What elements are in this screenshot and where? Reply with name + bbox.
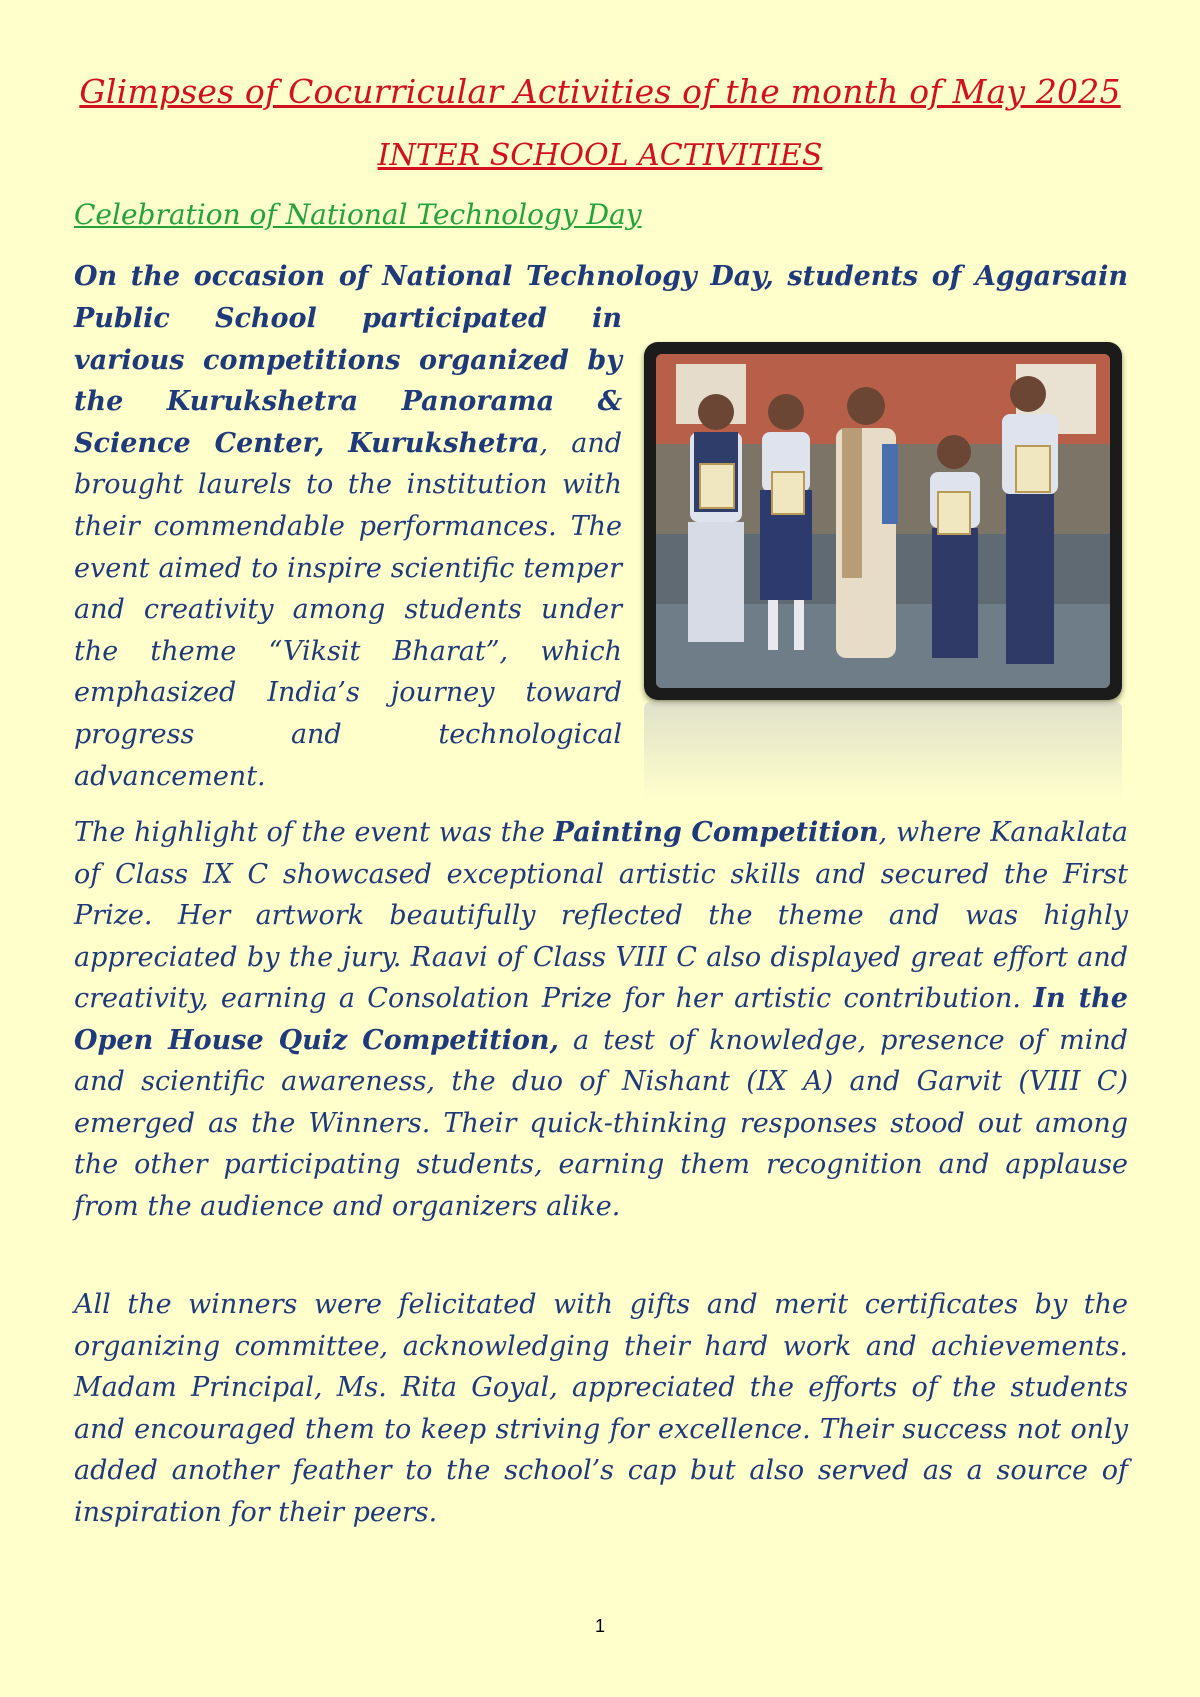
quiz-competition-label: In the Open House Quiz Competition, <box>74 983 1128 1056</box>
photo-reflection <box>644 702 1122 802</box>
event-photo-image <box>656 354 1110 688</box>
highlight-paragraph <box>74 812 1128 1227</box>
section-heading: Celebration of National Technology Day <box>74 198 642 231</box>
highlight-text-3: a test of knowledge, presence of mind and scientific awareness, the duo of Nishant (IX A) and Garvit (VIII C) emerged as the Winners. Their quick-thinking responses stood out among the other participating students, earning them recognition and applause from the audience and organizers alike. <box>74 1024 1129 1222</box>
highlight-text-2: , where Kanaklata of Class IX C showcased exceptional artistic skills and secured the First Prize. Her artwork beautifully reflected the theme and was highly appreciated by the jury. Raavi of Class VIII C also displayed great effort and creativity, earning a Consolation Prize for her artistic contribution. <box>74 817 1128 1014</box>
page-number: 1 <box>594 1616 605 1636</box>
intro-paragraph <box>74 298 622 797</box>
event-photo <box>644 342 1122 700</box>
page-subtitle: INTER SCHOOL ACTIVITIES <box>377 138 823 173</box>
painting-competition-label: Painting Competition <box>553 817 879 848</box>
page-title: Glimpses of Cocurricular Activities of the month of May 2025 <box>79 72 1121 111</box>
intro-bold-text: Public School participated in various competitions organized by the Kurukshetra Panorama & Science Center, Kurukshetra <box>74 303 622 459</box>
closing-paragraph: All the winners were felicitated with gifts and merit certificates by the organizing committee, acknowledging their hard work and achievements. Madam Principal, Ms. Rita Goyal, appreciated the efforts of the students and encouraged them to keep striving for excellence. Their success not only added another feather to the school’s cap but also served as a source of inspiration for their peers. <box>74 1289 1128 1528</box>
group-photo-illustration <box>656 354 1110 688</box>
intro-body-text: , and brought laurels to the institution with their commendable performances. The event aimed to inspire scientific temper and creativity among students under the theme “Viksit Bharat”, which emphasized India’s journey toward progress and technological advancement. <box>74 427 622 792</box>
highlight-text-1: The highlight of the event was the <box>74 817 554 848</box>
intro-first-line: On the occasion of National Technology Day, students of Aggarsain <box>74 261 1128 292</box>
